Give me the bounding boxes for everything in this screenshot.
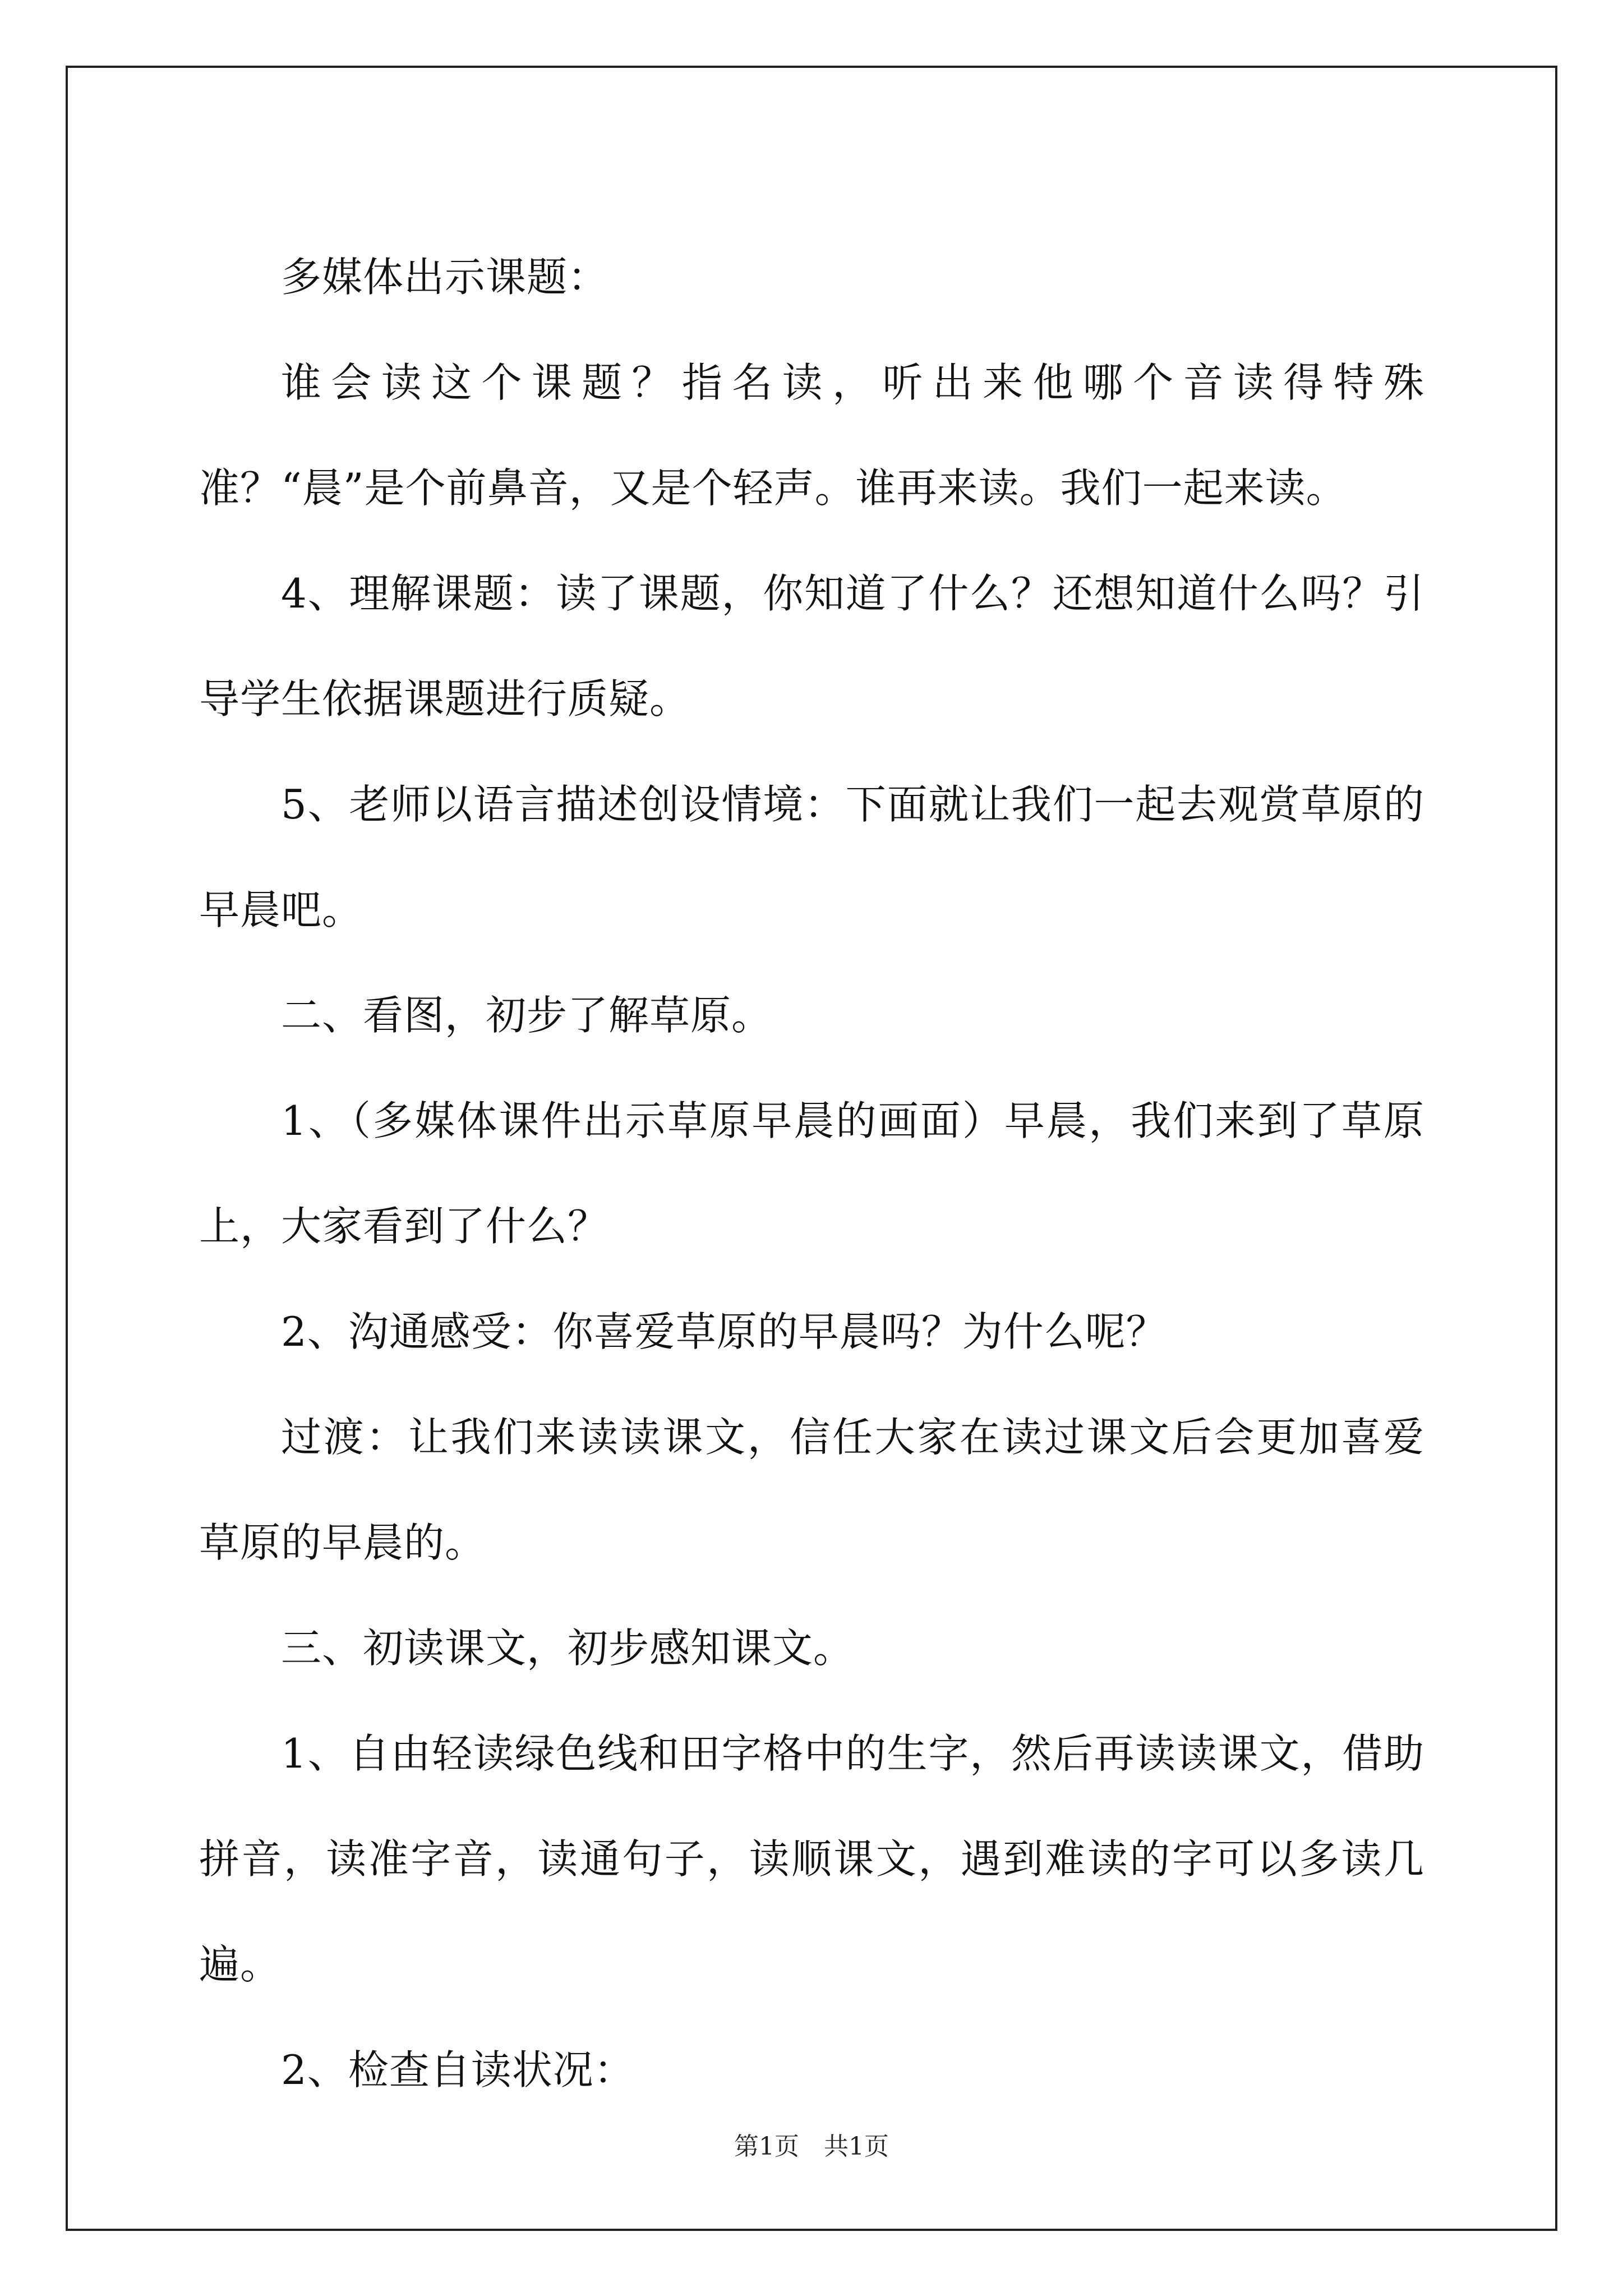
page-number: 第1页 共1页 [734, 2132, 889, 2161]
paragraph: 2、检查自读状况： [281, 2046, 635, 2093]
paragraph: 4、理解课题：读了课题，你知道了什么？还想知道什么吗？引导学生依据课题进行质疑。 [199, 570, 1424, 723]
paragraph: 5、老师以语言描述创设情境：下面就让我们一起去观赏草原的早晨吧。 [199, 781, 1424, 933]
paragraph: 谁会读这个课题？指名读，听出来他哪个音读得特殊准？“晨”是个前鼻音，又是个轻声。谁再来读。我们一起来读。 [199, 359, 1424, 512]
paragraph: 多媒体出示课题： [281, 254, 609, 301]
paragraph: 过渡：让我们来读读课文，信任大家在读过课文后会更加喜爱草原的早晨的。 [199, 1414, 1424, 1566]
paragraph: 二、看图，初步了解草原。 [281, 992, 773, 1039]
paragraph: 1、自由轻读绿色线和田字格中的生字，然后再读读课文，借助拼音，读准字音，读通句子，读顺课文，遇到难读的字可以多读几遍。 [199, 1730, 1424, 1988]
paragraph: 三、初读课文，初步感知课文。 [281, 1625, 855, 1672]
document-body [199, 224, 1424, 2123]
paragraph: 1、（多媒体课件出示草原早晨的画面）早晨，我们来到了草原上，大家看到了什么？ [199, 1097, 1424, 1250]
paragraph: 2、沟通感受：你喜爱草原的早晨吗？为什么呢？ [281, 1308, 1167, 1355]
